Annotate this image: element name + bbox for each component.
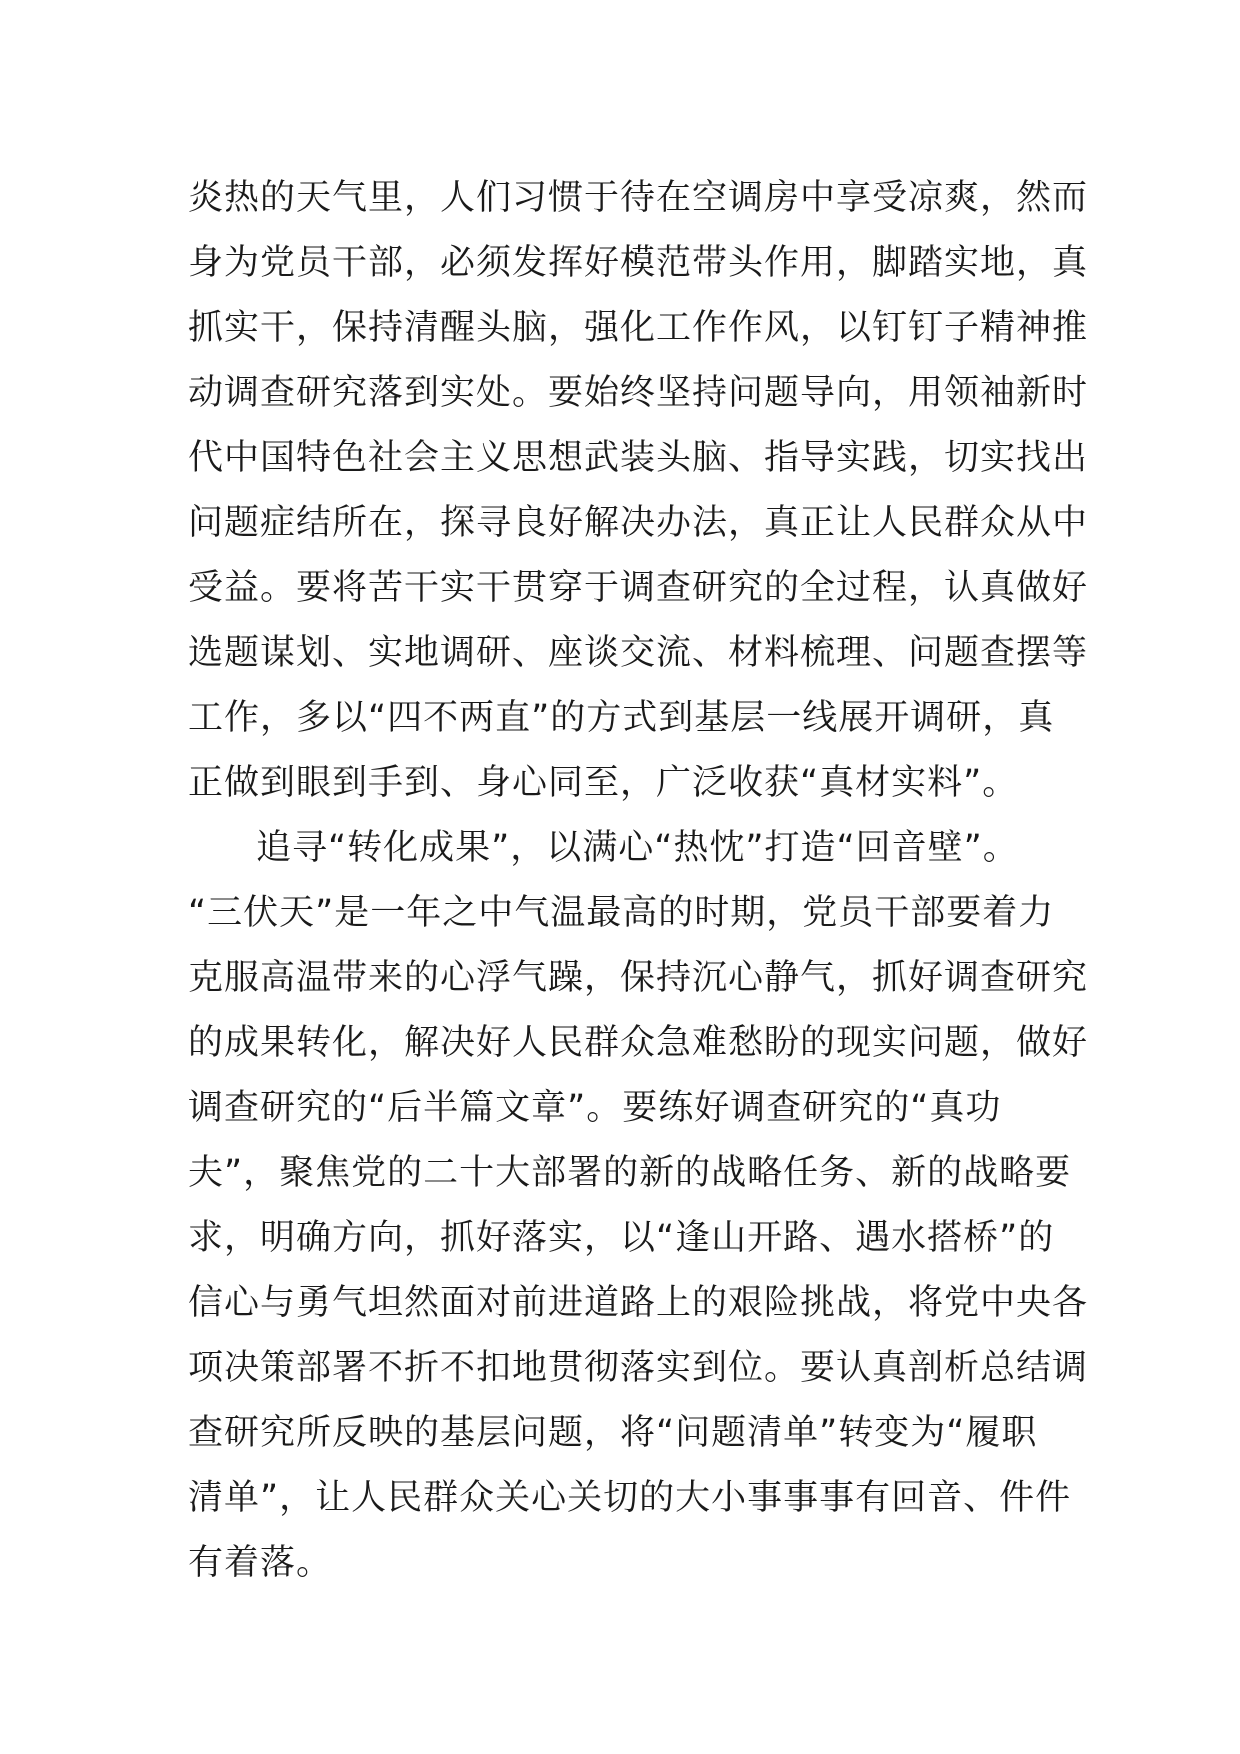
text-line: 的成果转化，解决好人民群众急难愁盼的现实问题，做好 bbox=[188, 1023, 1089, 1063]
text-line: “三伏天”是一年之中气温最高的时期，党员干部要着力 bbox=[188, 893, 1055, 933]
text-line: 问题症结所在，探寻良好解决办法，真正让人民群众从中 bbox=[188, 503, 1089, 543]
text-line: 清单”，让人民群众关心关切的大小事事事有回音、件件 bbox=[188, 1478, 1072, 1518]
text-line: 项决策部署不折不扣地贯彻落实到位。要认真剖析总结调 bbox=[188, 1348, 1089, 1388]
text-line: 夫”，聚焦党的二十大部署的新的战略任务、新的战略要 bbox=[188, 1153, 1072, 1193]
text-line: 查研究所反映的基层问题，将“问题清单”转变为“履职 bbox=[188, 1413, 1038, 1453]
text-line: 受益。要将苦干实干贯穿于调查研究的全过程，认真做好 bbox=[188, 568, 1089, 608]
text-line: 克服高温带来的心浮气躁，保持沉心静气，抓好调查研究 bbox=[188, 958, 1089, 998]
body-text bbox=[188, 166, 1089, 1596]
text-line: 求，明确方向，抓好落实，以“逢山开路、遇水搭桥”的 bbox=[188, 1218, 1055, 1258]
text-line: 调查研究的“后半篇文章”。要练好调查研究的“真功 bbox=[188, 1088, 1002, 1128]
text-line: 抓实干，保持清醒头脑，强化工作作风，以钉钉子精神推 bbox=[188, 308, 1089, 348]
paragraph-heading-line: 追寻“转化成果”，以满心“热忱”打造“回音壁”。 bbox=[256, 828, 1019, 868]
text-line: 代中国特色社会主义思想武装头脑、指导实践，切实找出 bbox=[188, 438, 1089, 478]
text-line: 正做到眼到手到、身心同至，广泛收获“真材实料”。 bbox=[188, 763, 1019, 803]
text-line: 动调查研究落到实处。要始终坚持问题导向，用领袖新时 bbox=[188, 373, 1089, 413]
text-line: 炎热的天气里，人们习惯于待在空调房中享受凉爽，然而 bbox=[188, 178, 1089, 218]
text-line: 工作，多以“四不两直”的方式到基层一线展开调研，真 bbox=[188, 698, 1055, 738]
text-line: 身为党员干部，必须发挥好模范带头作用，脚踏实地，真 bbox=[188, 243, 1089, 283]
text-line: 信心与勇气坦然面对前进道路上的艰险挑战，将党中央各 bbox=[188, 1283, 1089, 1323]
text-line: 选题谋划、实地调研、座谈交流、材料梳理、问题查摆等 bbox=[188, 633, 1089, 673]
text-line: 有着落。 bbox=[188, 1543, 333, 1583]
